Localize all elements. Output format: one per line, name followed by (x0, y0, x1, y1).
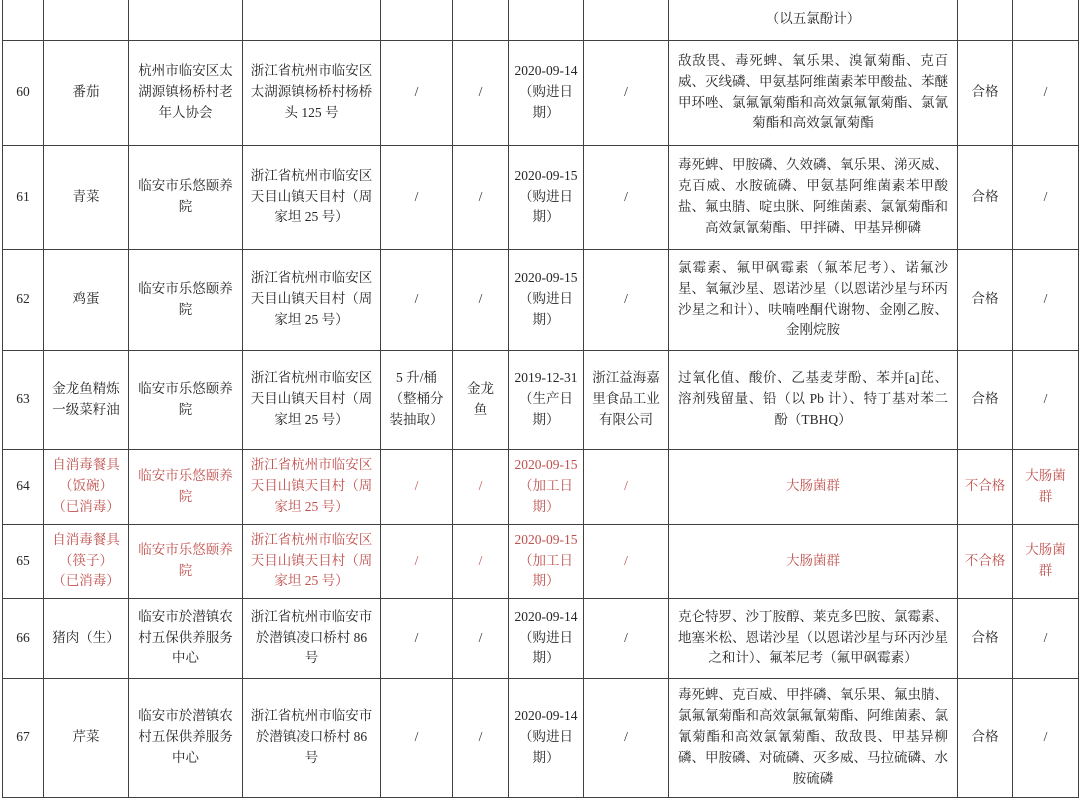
cell-items: 大肠菌群 (669, 524, 958, 598)
cell-date: 2020-09-15（购进日期） (509, 145, 584, 249)
cell-address: 浙江省杭州市临安区天目山镇天目村（周家坦 25 号） (243, 350, 381, 449)
cell-address (243, 0, 381, 40)
cell-spec: / (381, 678, 453, 797)
cell-date: 2020-09-14（购进日期） (509, 40, 584, 145)
cell-address: 浙江省杭州市临安市於潜镇凌口桥村 86 号 (243, 598, 381, 678)
cell-seq: 60 (3, 40, 44, 145)
cell-brand: / (453, 598, 509, 678)
cell-result: 不合格 (958, 524, 1013, 598)
cell-failed (1013, 0, 1079, 40)
cell-manufacturer: / (584, 449, 669, 524)
cell-food: 金龙鱼精炼一级菜籽油 (44, 350, 129, 449)
cell-brand (453, 0, 509, 40)
cell-date: 2020-09-15（加工日期） (509, 449, 584, 524)
cell-spec: / (381, 449, 453, 524)
cell-spec: / (381, 249, 453, 350)
cell-org: 临安市乐悠颐养院 (129, 524, 243, 598)
cell-address: 浙江省杭州市临安区天目山镇天目村（周家坦 25 号） (243, 524, 381, 598)
table-row-partial (3, 0, 1079, 40)
cell-brand: / (453, 678, 509, 797)
cell-spec: / (381, 40, 453, 145)
cell-food: 自消毒餐具（饭碗）（已消毒） (44, 449, 129, 524)
cell-spec: / (381, 598, 453, 678)
table-row-63 (3, 350, 1079, 449)
cell-address: 浙江省杭州市临安市於潜镇凌口桥村 86 号 (243, 678, 381, 797)
cell-result: 合格 (958, 145, 1013, 249)
cell-failed: 大肠菌群 (1013, 524, 1079, 598)
table-row-65 (3, 524, 1079, 598)
cell-date: 2020-09-15（加工日期） (509, 524, 584, 598)
cell-spec: / (381, 524, 453, 598)
cell-items: 克仑特罗、沙丁胺醇、莱克多巴胺、氯霉素、地塞米松、恩诺沙星（以恩诺沙星与环丙沙星之和计）、氟苯尼考（氟甲砜霉素） (669, 598, 958, 678)
cell-failed: / (1013, 598, 1079, 678)
cell-brand: 金龙鱼 (453, 350, 509, 449)
cell-items: 过氧化值、酸价、乙基麦芽酚、苯并[a]芘、溶剂残留量、铅（以 Pb 计）、特丁基对苯二酚（TBHQ） (669, 350, 958, 449)
cell-manufacturer: / (584, 40, 669, 145)
cell-date: 2020-09-14（购进日期） (509, 598, 584, 678)
cell-failed: / (1013, 145, 1079, 249)
cell-result: 合格 (958, 350, 1013, 449)
cell-food: 芹菜 (44, 678, 129, 797)
cell-seq: 64 (3, 449, 44, 524)
results-table-body (3, 0, 1079, 797)
cell-manufacturer: / (584, 598, 669, 678)
cell-spec (381, 0, 453, 40)
table-row-66 (3, 598, 1079, 678)
cell-org: 临安市於潜镇农村五保供养服务中心 (129, 678, 243, 797)
cell-items: 毒死蜱、甲胺磷、久效磷、氧乐果、涕灭威、克百威、水胺硫磷、甲氨基阿维菌素苯甲酸盐、氟虫腈、啶虫脒、阿维菌素、氯氰菊酯和高效氯氰菊酯、甲拌磷、甲基异柳磷 (669, 145, 958, 249)
cell-result (958, 0, 1013, 40)
cell-manufacturer: / (584, 249, 669, 350)
cell-date (509, 0, 584, 40)
cell-spec: / (381, 145, 453, 249)
table-row-64 (3, 449, 1079, 524)
cell-items: （以五氯酚计） (669, 0, 958, 40)
cell-brand: / (453, 249, 509, 350)
cell-address: 浙江省杭州市临安区天目山镇天目村（周家坦 25 号） (243, 249, 381, 350)
cell-failed: / (1013, 678, 1079, 797)
cell-manufacturer: 浙江益海嘉里食品工业有限公司 (584, 350, 669, 449)
cell-seq: 63 (3, 350, 44, 449)
cell-brand: / (453, 40, 509, 145)
cell-food: 猪肉（生） (44, 598, 129, 678)
cell-items: 敌敌畏、毒死蜱、氧乐果、溴氰菊酯、克百威、灭线磷、甲氨基阿维菌素苯甲酸盐、苯醚甲环唑、氯氟氰菊酯和高效氯氟氰菊酯、氯氰菊酯和高效氯氰菊酯 (669, 40, 958, 145)
cell-failed: / (1013, 40, 1079, 145)
cell-seq: 65 (3, 524, 44, 598)
cell-org: 杭州市临安区太湖源镇杨桥村老年人协会 (129, 40, 243, 145)
cell-date: 2019-12-31（生产日期） (509, 350, 584, 449)
cell-items: 大肠菌群 (669, 449, 958, 524)
cell-brand: / (453, 524, 509, 598)
table-row-61 (3, 145, 1079, 249)
cell-manufacturer: / (584, 145, 669, 249)
cell-items: 毒死蜱、克百威、甲拌磷、氧乐果、氟虫腈、氯氟氰菊酯和高效氯氟氰菊酯、阿维菌素、氯氰菊酯和高效氯氰菊酯、敌敌畏、甲基异柳磷、甲胺磷、对硫磷、灭多威、马拉硫磷、水胺硫磷 (669, 678, 958, 797)
table-row-60 (3, 40, 1079, 145)
table-row-67 (3, 678, 1079, 797)
cell-food: 番茄 (44, 40, 129, 145)
cell-org: 临安市於潜镇农村五保供养服务中心 (129, 598, 243, 678)
inspection-results-table (2, 0, 1079, 798)
cell-food (44, 0, 129, 40)
table-row-62 (3, 249, 1079, 350)
cell-address: 浙江省杭州市临安区太湖源镇杨桥村杨桥头 125 号 (243, 40, 381, 145)
cell-manufacturer: / (584, 524, 669, 598)
cell-items: 氯霉素、氟甲砜霉素（氟苯尼考）、诺氟沙星、氧氟沙星、恩诺沙星（以恩诺沙星与环丙沙星之和计）、呋喃唑酮代谢物、金刚乙胺、金刚烷胺 (669, 249, 958, 350)
cell-result: 合格 (958, 598, 1013, 678)
cell-failed: 大肠菌群 (1013, 449, 1079, 524)
cell-result: 合格 (958, 678, 1013, 797)
cell-org (129, 0, 243, 40)
cell-spec: 5 升/桶（整桶分装抽取） (381, 350, 453, 449)
cell-seq: 62 (3, 249, 44, 350)
cell-date: 2020-09-14（购进日期） (509, 678, 584, 797)
cell-seq (3, 0, 44, 40)
cell-failed: / (1013, 350, 1079, 449)
cell-org: 临安市乐悠颐养院 (129, 449, 243, 524)
cell-food: 青菜 (44, 145, 129, 249)
cell-org: 临安市乐悠颐养院 (129, 145, 243, 249)
cell-result: 不合格 (958, 449, 1013, 524)
cell-seq: 67 (3, 678, 44, 797)
cell-brand: / (453, 145, 509, 249)
cell-result: 合格 (958, 40, 1013, 145)
cell-seq: 61 (3, 145, 44, 249)
cell-food: 鸡蛋 (44, 249, 129, 350)
cell-food: 自消毒餐具（筷子）（已消毒） (44, 524, 129, 598)
cell-seq: 66 (3, 598, 44, 678)
cell-org: 临安市乐悠颐养院 (129, 249, 243, 350)
cell-brand: / (453, 449, 509, 524)
cell-result: 合格 (958, 249, 1013, 350)
cell-address: 浙江省杭州市临安区天目山镇天目村（周家坦 25 号） (243, 145, 381, 249)
cell-failed: / (1013, 249, 1079, 350)
cell-manufacturer: / (584, 678, 669, 797)
cell-date: 2020-09-15（购进日期） (509, 249, 584, 350)
cell-org: 临安市乐悠颐养院 (129, 350, 243, 449)
cell-address: 浙江省杭州市临安区天目山镇天目村（周家坦 25 号） (243, 449, 381, 524)
cell-manufacturer (584, 0, 669, 40)
